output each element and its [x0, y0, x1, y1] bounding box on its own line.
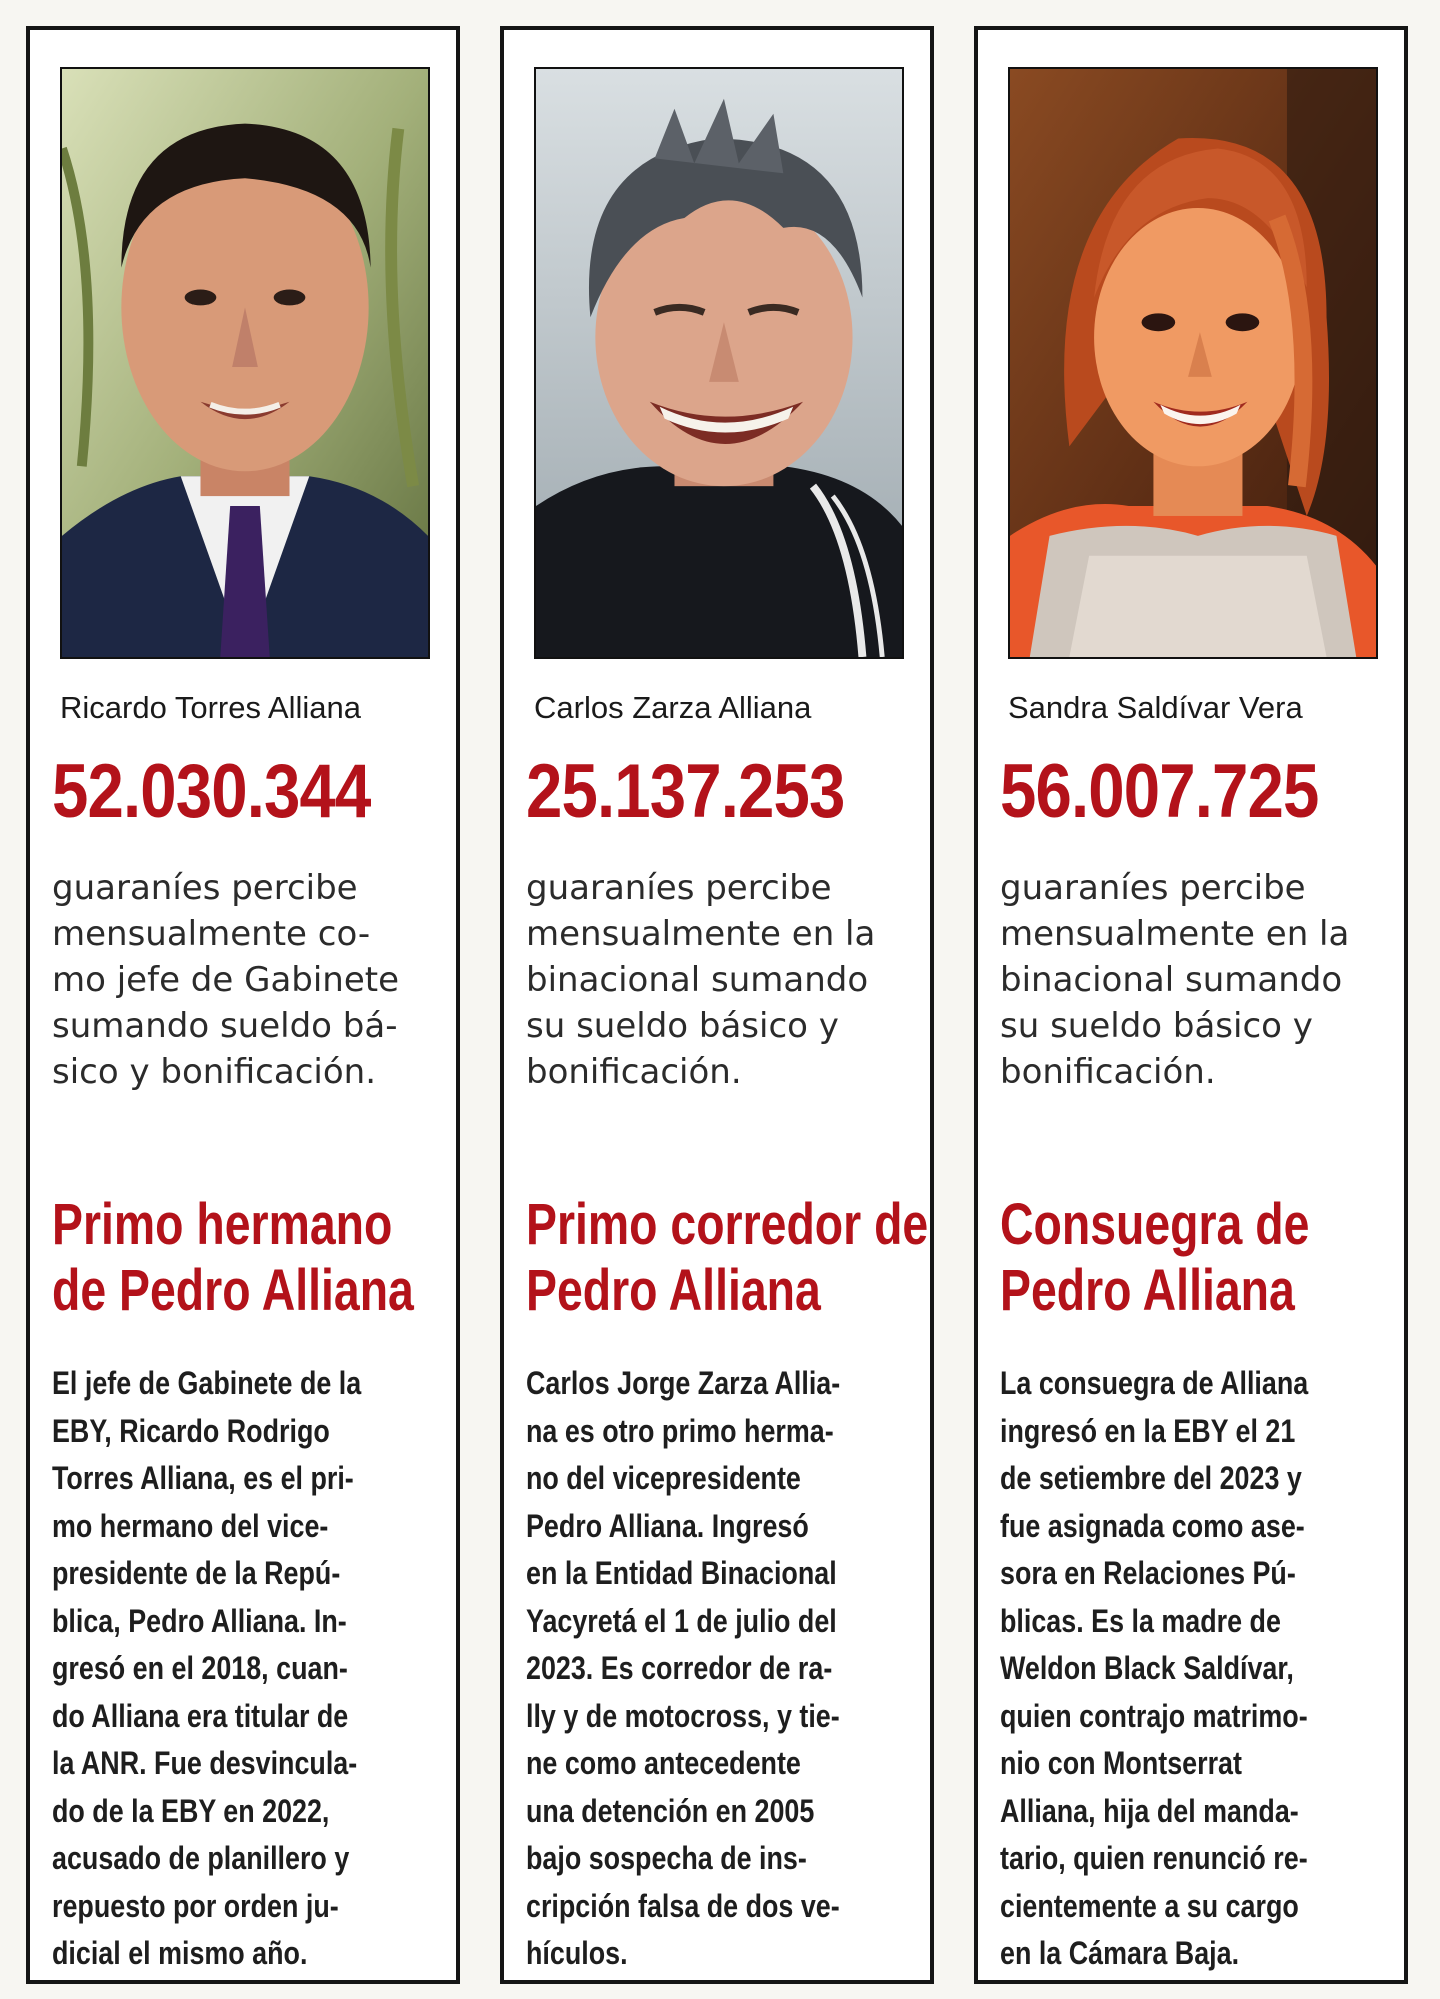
- body-line: no del vicepresidente: [526, 1460, 801, 1496]
- description-line: bonificación.: [526, 1052, 742, 1092]
- body-line: tario, quien renunció re-: [1000, 1840, 1308, 1876]
- body-line: blicas. Es la madre de: [1000, 1602, 1281, 1639]
- portrait-illustration: [536, 69, 902, 657]
- body-line: Torres Alliana, es el pri-: [52, 1460, 354, 1496]
- body-line: do Alliana era titular de: [52, 1697, 349, 1734]
- profile-card-ricardo-torres: [26, 26, 460, 1984]
- description-line: su sueldo básico y: [526, 1006, 839, 1046]
- description-line: guaraníes percibe: [526, 868, 832, 908]
- relationship-headline: [1000, 1192, 1336, 1324]
- profile-body-text: [526, 1360, 921, 1978]
- portrait-illustration: [62, 69, 428, 657]
- body-line: nio con Montserrat: [1000, 1745, 1242, 1781]
- body-line: sora en Relaciones Pú-: [1000, 1555, 1296, 1591]
- body-line: blica, Pedro Alliana. In-: [52, 1602, 347, 1639]
- person-name: Ricardo Torres Alliana: [60, 690, 361, 725]
- description-line: sumando sueldo bá-: [52, 1006, 398, 1046]
- description-line: binacional sumando: [1000, 960, 1343, 1000]
- description-line: guaraníes percibe: [1000, 868, 1306, 908]
- amount-description: [1000, 865, 1395, 1095]
- headline-line: Consuegra de: [1000, 1192, 1310, 1257]
- body-line: Weldon Black Saldívar,: [1000, 1650, 1294, 1686]
- body-line: na es otro primo herma-: [526, 1412, 834, 1449]
- body-line: repuesto por orden ju-: [52, 1887, 339, 1924]
- body-line: bajo sospecha de ins-: [526, 1840, 807, 1876]
- profile-body-text: [52, 1360, 447, 1978]
- body-line: El jefe de Gabinete de la: [52, 1365, 362, 1401]
- body-line: presidente de la Repú-: [52, 1555, 341, 1591]
- body-line: en la Cámara Baja.: [1000, 1935, 1240, 1971]
- description-line: mo jefe de Gabinete: [52, 960, 400, 1000]
- body-line: lly y de motocross, y tie-: [526, 1697, 840, 1734]
- body-line: Yacyretá el 1 de julio del: [526, 1602, 837, 1639]
- body-line: ne como antecedente: [526, 1745, 801, 1781]
- description-line: guaraníes percibe: [52, 868, 358, 908]
- body-line: ingresó en la EBY el 21: [1000, 1412, 1296, 1449]
- description-line: bonificación.: [1000, 1052, 1216, 1092]
- person-name: Sandra Saldívar Vera: [1008, 690, 1303, 725]
- headline-line: Pedro Alliana: [526, 1258, 821, 1323]
- body-line: Carlos Jorge Zarza Allia-: [526, 1365, 841, 1401]
- body-line: gresó en el 2018, cuan-: [52, 1650, 348, 1686]
- description-line: mensualmente co-: [52, 914, 371, 954]
- body-line: 2023. Es corredor de ra-: [526, 1650, 833, 1686]
- body-line: una detención en 2005: [526, 1792, 815, 1829]
- portrait-photo-ricardo-torres: [60, 67, 430, 659]
- body-line: la ANR. Fue desvincula-: [52, 1745, 358, 1781]
- monthly-amount: 52.030.344: [52, 749, 371, 834]
- body-line: cientemente a su cargo: [1000, 1887, 1299, 1924]
- body-line: cripción falsa de dos ve-: [526, 1887, 840, 1924]
- profile-card-carlos-zarza: [500, 26, 934, 1984]
- portrait-photo-carlos-zarza: [534, 67, 904, 659]
- body-line: acusado de planillero y: [52, 1840, 350, 1876]
- body-line: de setiembre del 2023 y: [1000, 1460, 1302, 1496]
- profile-body-text: [1000, 1360, 1395, 1978]
- body-line: EBY, Ricardo Rodrigo: [52, 1412, 330, 1449]
- relationship-headline: [52, 1192, 414, 1324]
- description-line: mensualmente en la: [526, 914, 876, 954]
- body-line: Pedro Alliana. Ingresó: [526, 1507, 809, 1544]
- amount-description: [526, 865, 921, 1095]
- person-name: Carlos Zarza Alliana: [534, 690, 812, 725]
- description-line: mensualmente en la: [1000, 914, 1350, 954]
- body-line: mo hermano del vice-: [52, 1507, 329, 1544]
- headline-line: Primo corredor de: [526, 1192, 929, 1257]
- body-line: Alliana, hija del manda-: [1000, 1792, 1299, 1829]
- relationship-headline: [526, 1192, 929, 1324]
- amount-description: [52, 865, 447, 1095]
- body-line: La consuegra de Alliana: [1000, 1365, 1309, 1401]
- body-line: fue asignada como ase-: [1000, 1507, 1305, 1544]
- headline-line: Pedro Alliana: [1000, 1258, 1295, 1323]
- body-line: dicial el mismo año.: [52, 1935, 308, 1971]
- portrait-illustration: [1010, 69, 1376, 657]
- portrait-photo-sandra-saldivar: [1008, 67, 1378, 659]
- body-line: hículos.: [526, 1935, 628, 1971]
- description-line: su sueldo básico y: [1000, 1006, 1313, 1046]
- description-line: sico y bonificación.: [52, 1052, 377, 1092]
- monthly-amount: 25.137.253: [526, 749, 845, 834]
- headline-line: Primo hermano: [52, 1192, 393, 1257]
- monthly-amount: 56.007.725: [1000, 749, 1319, 834]
- body-line: quien contrajo matrimo-: [1000, 1697, 1308, 1734]
- description-line: binacional sumando: [526, 960, 869, 1000]
- body-line: en la Entidad Binacional: [526, 1555, 837, 1591]
- headline-line: de Pedro Alliana: [52, 1258, 414, 1323]
- body-line: do de la EBY en 2022,: [52, 1792, 330, 1829]
- profile-card-sandra-saldivar: [974, 26, 1408, 1984]
